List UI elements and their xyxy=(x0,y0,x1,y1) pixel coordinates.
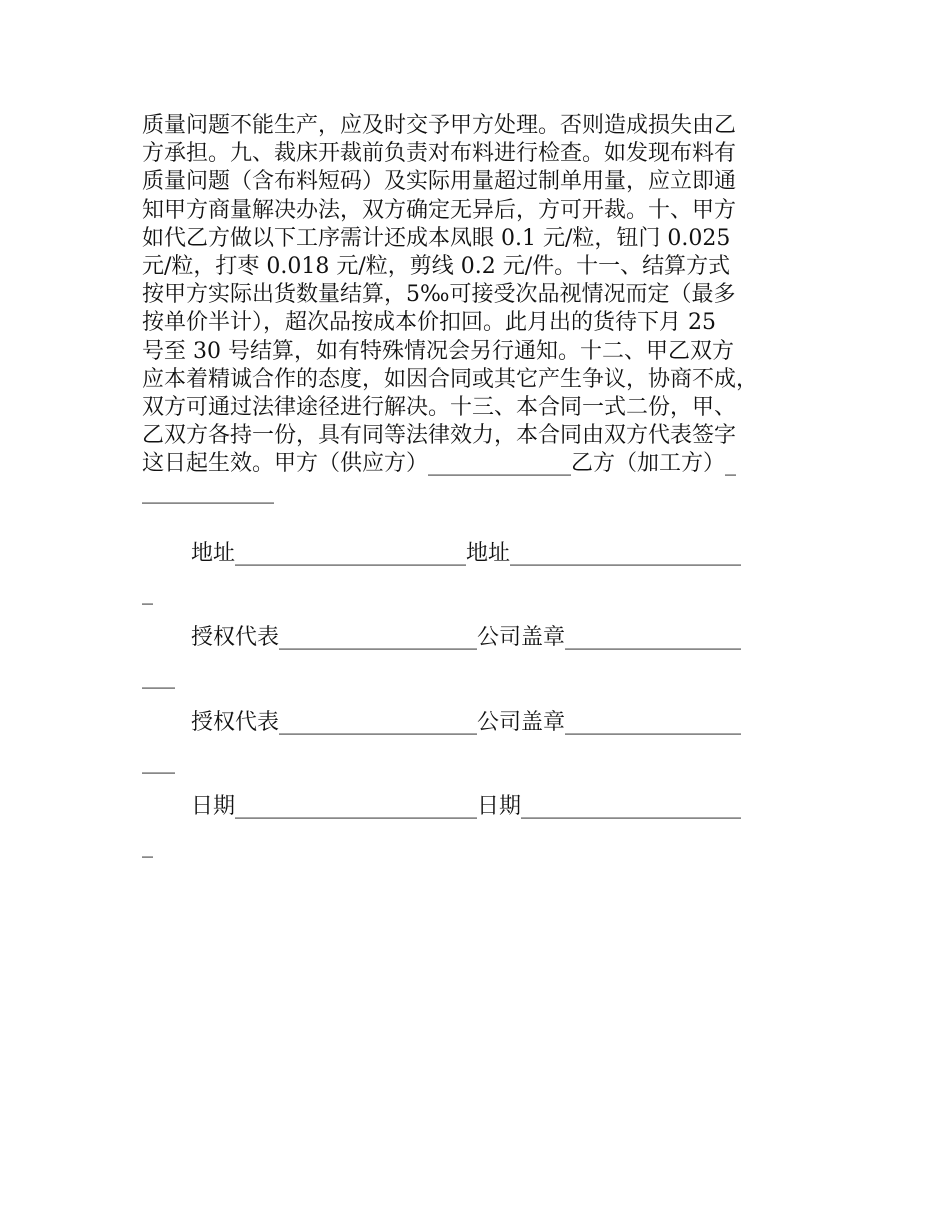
authorized-rep-continuation: ___ xyxy=(142,749,175,774)
date-fields: 日期______________________日期____________________ xyxy=(191,794,742,819)
paragraph-line: 双方可通过法律途径进行解决。十三、本合同一式二份，甲、 xyxy=(142,394,737,420)
address-row xyxy=(142,540,822,607)
paragraph-line: 号至 30 号结算，如有特殊情况会另行通知。十二、甲乙双方 xyxy=(142,338,734,364)
address-continuation: _ xyxy=(142,580,153,605)
paragraph-line: 如代乙方做以下工序需计还成本凤眼 0.1 元/粒，钮门 0.025 xyxy=(142,225,731,251)
paragraph-line: 乙双方各持一份，具有同等法律效力，本合同由双方代表签字 xyxy=(142,423,737,449)
paragraph-line: 元/粒，打枣 0.018 元/粒，剪线 0.2 元/件。十一、结算方式 xyxy=(142,253,731,279)
paragraph-line: 方承担。九、裁床开裁前负责对布料进行检查。如发现布料有 xyxy=(142,141,737,167)
paragraph-line: 质量问题不能生产，应及时交予甲方处理。否则造成损失由乙 xyxy=(142,113,737,138)
paragraph-line: ____________ xyxy=(142,479,274,505)
date-row xyxy=(142,793,822,860)
paragraph-line: 质量问题（含布料短码）及实际用量超过制单用量，应立即通 xyxy=(142,169,737,195)
date-continuation: _ xyxy=(142,833,153,858)
paragraph-line: 应本着精诚合作的态度，如因合同或其它产生争议，协商不成， xyxy=(142,366,759,392)
paragraph-line: 知甲方商量解决办法，双方确定无异后，方可开裁。十、甲方 xyxy=(142,197,737,223)
authorized-rep-row-2 xyxy=(142,709,822,776)
authorized-rep-row-1 xyxy=(142,624,822,691)
authorized-rep-continuation: ___ xyxy=(142,664,175,689)
authorized-rep-fields: 授权代表__________________公司盖章________________ xyxy=(191,710,742,735)
contract-terms-paragraph xyxy=(142,112,822,507)
paragraph-line: 按甲方实际出货数量结算，5‰可接受次品视情况而定（最多 xyxy=(142,282,736,308)
paragraph-line: 按单价半计），超次品按成本价扣回。此月出的货待下月 25 xyxy=(142,310,716,336)
address-fields: 地址_____________________地址_____________________ xyxy=(191,541,742,566)
authorized-rep-fields: 授权代表__________________公司盖章________________ xyxy=(191,625,742,650)
paragraph-line: 这日起生效。甲方（供应方）_____________乙方（加工方）_ xyxy=(142,451,737,477)
